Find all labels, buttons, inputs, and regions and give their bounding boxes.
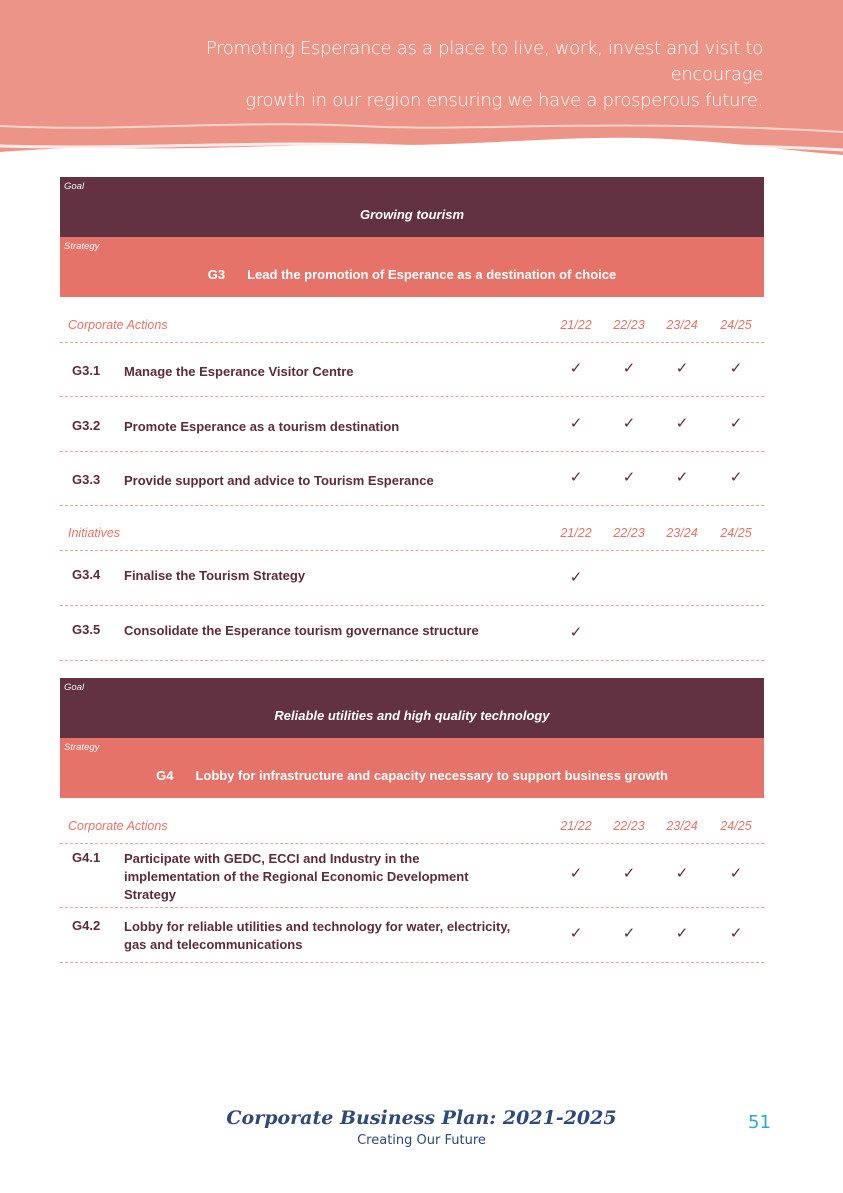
table-header-row <box>60 799 764 844</box>
check-icon: ✓ <box>622 469 636 486</box>
goal-strategy-block-2 <box>60 678 764 798</box>
table-row <box>60 343 764 397</box>
check-icon: ✓ <box>675 415 689 432</box>
action-text: Promote Esperance as a tourism destination <box>124 419 400 434</box>
year-header: 22/23 <box>613 526 645 540</box>
check-icon: ✓ <box>729 360 743 377</box>
check-icon: ✓ <box>569 469 583 486</box>
year-header: 23/24 <box>666 318 698 332</box>
header-tagline <box>143 36 763 114</box>
check-icon: ✓ <box>675 360 689 377</box>
goal-title: Growing tourism <box>360 207 464 222</box>
year-header: 21/22 <box>560 318 592 332</box>
strategy-title <box>60 768 764 783</box>
action-text: Provide support and advice to Tourism Esperance <box>124 473 434 488</box>
initiatives-label: Initiatives <box>68 526 121 540</box>
corporate-actions-label: Corporate Actions <box>68 318 168 332</box>
year-header: 21/22 <box>560 526 592 540</box>
footer-subtitle: Creating Our Future <box>357 1133 486 1148</box>
strategy-label: Strategy <box>64 742 100 753</box>
year-header: 22/23 <box>613 318 645 332</box>
action-code: G3.4 <box>72 567 101 582</box>
year-header: 24/25 <box>720 526 752 540</box>
check-icon: ✓ <box>729 469 743 486</box>
check-icon: ✓ <box>622 925 636 942</box>
table-row <box>60 606 764 661</box>
check-icon: ✓ <box>675 925 689 942</box>
action-code: G3.1 <box>72 363 101 378</box>
check-icon: ✓ <box>675 469 689 486</box>
table-header-row <box>60 506 764 551</box>
strategy-text: Lobby for infrastructure and capacity necessary to support business growth <box>195 768 668 783</box>
strategy-text: Lead the promotion of Esperance as a destination of choice <box>247 267 617 282</box>
section1-table <box>60 298 764 661</box>
tagline-line-1: Promoting Esperance as a place to live, work, invest and visit to encourage <box>205 38 763 85</box>
year-header: 24/25 <box>720 819 752 833</box>
action-text: Lobby for reliable utilities and technology for water, electricity, gas and telecommunications <box>124 919 511 952</box>
year-header: 22/23 <box>613 819 645 833</box>
goal-label: Goal <box>64 682 85 693</box>
check-icon: ✓ <box>622 865 636 882</box>
goal-box <box>60 678 764 738</box>
section2-table <box>60 799 764 963</box>
strategy-title <box>60 267 764 282</box>
check-icon: ✓ <box>622 360 636 377</box>
year-header: 21/22 <box>560 819 592 833</box>
year-header: 24/25 <box>720 318 752 332</box>
table-header-row <box>60 298 764 343</box>
check-icon: ✓ <box>569 360 583 377</box>
check-icon: ✓ <box>569 569 583 586</box>
strategy-code: G4 <box>156 768 174 783</box>
corporate-actions-label: Corporate Actions <box>68 819 168 833</box>
action-code: G3.3 <box>72 472 101 487</box>
check-icon: ✓ <box>569 624 583 641</box>
action-text: Consolidate the Esperance tourism governance structure <box>124 623 479 638</box>
action-code: G3.2 <box>72 418 101 433</box>
check-icon: ✓ <box>569 865 583 882</box>
table-row <box>60 908 764 963</box>
table-row <box>60 844 764 908</box>
check-icon: ✓ <box>729 865 743 882</box>
action-text: Participate with GEDC, ECCI and Industry in the implementation of the Regional Economic Development Strategy <box>124 851 469 902</box>
table-row <box>60 452 764 506</box>
table-row <box>60 397 764 452</box>
action-code: G3.5 <box>72 622 101 637</box>
footer-title: Corporate Business Plan: 2021-2025 <box>226 1107 617 1129</box>
goal-title: Reliable utilities and high quality technology <box>274 708 550 723</box>
check-icon: ✓ <box>569 925 583 942</box>
check-icon: ✓ <box>729 925 743 942</box>
action-code: G4.1 <box>72 850 101 865</box>
tagline-line-2: growth in our region ensuring we have a prosperous future. <box>245 90 763 111</box>
table-row <box>60 551 764 606</box>
header-banner <box>0 0 843 165</box>
strategy-label: Strategy <box>64 241 100 252</box>
strategy-box <box>60 237 764 297</box>
action-text: Manage the Esperance Visitor Centre <box>124 364 354 379</box>
check-icon: ✓ <box>675 865 689 882</box>
check-icon: ✓ <box>622 415 636 432</box>
year-header: 23/24 <box>666 526 698 540</box>
goal-strategy-block-1 <box>60 177 764 297</box>
goal-box <box>60 177 764 237</box>
action-text: Finalise the Tourism Strategy <box>124 568 306 583</box>
goal-label: Goal <box>64 181 85 192</box>
check-icon: ✓ <box>729 415 743 432</box>
page-number: 51 <box>748 1112 771 1133</box>
action-code: G4.2 <box>72 918 101 933</box>
year-header: 23/24 <box>666 819 698 833</box>
strategy-box <box>60 738 764 798</box>
check-icon: ✓ <box>569 415 583 432</box>
strategy-code: G3 <box>207 267 226 282</box>
